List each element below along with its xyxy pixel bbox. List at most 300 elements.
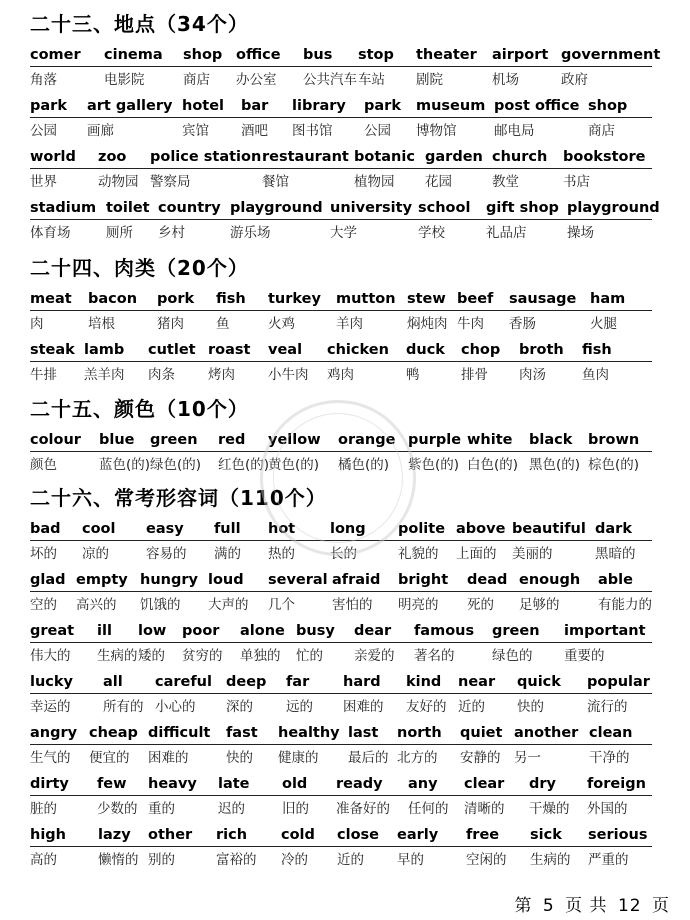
chinese-meaning: 红色(的) [218, 457, 270, 473]
english-word: zoo [98, 149, 127, 165]
chinese-meaning: 困难的 [148, 750, 189, 766]
chinese-meaning: 深的 [226, 699, 253, 715]
english-word: police station [150, 149, 262, 165]
chinese-meaning: 生病的 [97, 648, 138, 664]
english-word: sausage [509, 291, 577, 307]
chinese-meaning: 贫穷的 [182, 648, 223, 664]
english-word: enough [519, 572, 581, 588]
english-word: black [529, 432, 573, 448]
english-word: broth [519, 342, 564, 358]
chinese-meaning: 酒吧 [241, 123, 268, 139]
chinese-meaning: 所有的 [103, 699, 144, 715]
chinese-meaning: 重要的 [564, 648, 605, 664]
chinese-meaning: 外国的 [587, 801, 628, 817]
chinese-meaning: 冷的 [281, 852, 308, 868]
chinese-meaning: 少数的 [97, 801, 138, 817]
chinese-meaning: 排骨 [461, 367, 488, 383]
english-word: above [456, 521, 506, 537]
chinese-meaning: 游乐场 [230, 225, 271, 241]
english-word-row [0, 95, 690, 117]
chinese-meaning: 绿色(的) [150, 457, 202, 473]
english-word: poor [182, 623, 220, 639]
english-word: healthy [278, 725, 340, 741]
chinese-meaning: 困难的 [343, 699, 384, 715]
english-word: bright [398, 572, 449, 588]
english-word: lucky [30, 674, 73, 690]
chinese-meaning: 近的 [337, 852, 364, 868]
chinese-meaning: 生气的 [30, 750, 71, 766]
chinese-meaning: 安静的 [460, 750, 501, 766]
chinese-meaning: 公园 [30, 123, 57, 139]
chinese-meaning: 容易的 [146, 546, 187, 562]
english-word: kind [406, 674, 442, 690]
english-word: colour [30, 432, 81, 448]
english-word: steak [30, 342, 75, 358]
english-word: few [97, 776, 127, 792]
chinese-meaning: 绿色的 [492, 648, 533, 664]
english-word: airport [492, 47, 549, 63]
footer-total-pages: 12 [617, 896, 642, 916]
chinese-meaning: 公共汽车 [303, 72, 357, 88]
english-word: clean [589, 725, 633, 741]
chinese-meaning: 健康的 [278, 750, 319, 766]
chinese-meaning: 几个 [268, 597, 295, 613]
english-word: duck [406, 342, 445, 358]
chinese-meaning: 近的 [458, 699, 485, 715]
english-word: shop [588, 98, 628, 114]
english-word-row [0, 197, 690, 219]
chinese-meaning: 动物园 [98, 174, 139, 190]
chinese-meaning: 博物馆 [416, 123, 457, 139]
english-word: cold [281, 827, 315, 843]
english-word: loud [208, 572, 244, 588]
chinese-meaning: 鸡肉 [327, 367, 354, 383]
chinese-meaning: 上面的 [456, 546, 497, 562]
english-word: afraid [332, 572, 381, 588]
chinese-meaning: 警察局 [150, 174, 191, 190]
english-word: stadium [30, 200, 97, 216]
chinese-meaning: 足够的 [519, 597, 560, 613]
english-word: high [30, 827, 66, 843]
section-heading: 二十三、地点（34个） [30, 12, 249, 36]
english-word: bad [30, 521, 61, 537]
chinese-meaning: 鸭 [406, 367, 420, 383]
chinese-meaning: 鱼肉 [582, 367, 609, 383]
english-word: careful [155, 674, 212, 690]
english-word: white [467, 432, 513, 448]
chinese-meaning: 大学 [330, 225, 357, 241]
chinese-meaning: 烤肉 [208, 367, 235, 383]
english-word: full [214, 521, 241, 537]
english-word: red [218, 432, 246, 448]
chinese-meaning: 肉 [30, 316, 44, 332]
chinese-meaning: 礼貌的 [398, 546, 439, 562]
chinese-meaning: 焖炖肉 [407, 316, 448, 332]
english-word: free [466, 827, 500, 843]
english-word: quick [517, 674, 561, 690]
chinese-meaning: 橘色(的) [338, 457, 390, 473]
chinese-meaning-row [0, 696, 690, 718]
english-word: alone [240, 623, 285, 639]
page-footer [513, 891, 673, 916]
chinese-meaning: 体育场 [30, 225, 71, 241]
english-word: ill [97, 623, 112, 639]
chinese-meaning: 长的 [330, 546, 357, 562]
chinese-meaning-row [0, 645, 690, 667]
chinese-meaning: 猪肉 [157, 316, 184, 332]
chinese-meaning: 肉条 [148, 367, 175, 383]
english-word: fish [216, 291, 246, 307]
english-word: chop [461, 342, 501, 358]
chinese-meaning: 流行的 [587, 699, 628, 715]
chinese-meaning: 准备好的 [336, 801, 390, 817]
chinese-meaning-row [0, 171, 690, 193]
chinese-meaning: 鱼 [216, 316, 230, 332]
english-word: fast [226, 725, 258, 741]
english-word: green [492, 623, 540, 639]
chinese-meaning: 明亮的 [398, 597, 439, 613]
chinese-meaning: 另一 [514, 750, 541, 766]
english-word: post office [494, 98, 580, 114]
english-word: able [598, 572, 633, 588]
chinese-meaning: 热的 [268, 546, 295, 562]
chinese-meaning: 厕所 [106, 225, 133, 241]
english-word: any [408, 776, 438, 792]
english-word: dear [354, 623, 392, 639]
chinese-meaning: 政府 [561, 72, 588, 88]
chinese-meaning: 空的 [30, 597, 57, 613]
footer-suffix: 页 [652, 896, 670, 916]
chinese-meaning: 香肠 [509, 316, 536, 332]
chinese-meaning: 羔羊肉 [84, 367, 125, 383]
chinese-meaning: 干净的 [589, 750, 630, 766]
chinese-meaning: 肉汤 [519, 367, 546, 383]
chinese-meaning-row [0, 313, 690, 335]
chinese-meaning: 商店 [183, 72, 210, 88]
chinese-meaning: 美丽的 [512, 546, 553, 562]
chinese-meaning: 电影院 [104, 72, 145, 88]
english-word: orange [338, 432, 396, 448]
chinese-meaning: 快的 [517, 699, 544, 715]
chinese-meaning: 空闲的 [466, 852, 507, 868]
chinese-meaning: 忙的 [296, 648, 323, 664]
chinese-meaning: 培根 [88, 316, 115, 332]
english-word: low [138, 623, 167, 639]
chinese-meaning: 蓝色(的) [99, 457, 151, 473]
english-word: playground [567, 200, 660, 216]
chinese-meaning: 小牛肉 [268, 367, 309, 383]
chinese-meaning: 书店 [563, 174, 590, 190]
english-word: turkey [268, 291, 321, 307]
chinese-meaning: 大声的 [208, 597, 249, 613]
chinese-meaning: 生病的 [530, 852, 571, 868]
english-word: comer [30, 47, 81, 63]
english-word: serious [588, 827, 648, 843]
english-word: cinema [104, 47, 163, 63]
chinese-meaning: 紫色(的) [408, 457, 460, 473]
english-word: ready [336, 776, 383, 792]
chinese-meaning: 牛排 [30, 367, 57, 383]
chinese-meaning: 机场 [492, 72, 519, 88]
english-word: theater [416, 47, 477, 63]
english-word: stew [407, 291, 446, 307]
english-word: chicken [327, 342, 389, 358]
english-word: world [30, 149, 76, 165]
english-word: cutlet [148, 342, 196, 358]
chinese-meaning: 学校 [418, 225, 445, 241]
chinese-meaning: 有能力的 [598, 597, 652, 613]
chinese-meaning: 饥饿的 [140, 597, 181, 613]
english-word-row [0, 671, 690, 693]
english-word: near [458, 674, 496, 690]
english-word: far [286, 674, 310, 690]
english-word: cool [82, 521, 116, 537]
english-word: sick [530, 827, 562, 843]
english-word: veal [268, 342, 303, 358]
english-word: last [348, 725, 379, 741]
english-word: several [268, 572, 328, 588]
chinese-meaning: 满的 [214, 546, 241, 562]
english-word-row [0, 288, 690, 310]
chinese-meaning: 羊肉 [336, 316, 363, 332]
english-word: quiet [460, 725, 503, 741]
chinese-meaning-row [0, 120, 690, 142]
english-word: bar [241, 98, 269, 114]
english-word: dead [467, 572, 508, 588]
chinese-meaning: 远的 [286, 699, 313, 715]
english-word: blue [99, 432, 135, 448]
chinese-meaning: 快的 [226, 750, 253, 766]
english-word: late [218, 776, 250, 792]
english-word: botanic [354, 149, 415, 165]
chinese-meaning: 重的 [148, 801, 175, 817]
chinese-meaning: 矮的 [138, 648, 165, 664]
chinese-meaning: 火鸡 [268, 316, 295, 332]
english-word: yellow [268, 432, 321, 448]
footer-page-number: 5 [542, 896, 555, 916]
chinese-meaning: 办公室 [236, 72, 277, 88]
chinese-meaning: 友好的 [406, 699, 447, 715]
footer-middle: 页 共 [565, 896, 608, 916]
chinese-meaning: 世界 [30, 174, 57, 190]
chinese-meaning: 清晰的 [464, 801, 505, 817]
chinese-meaning: 早的 [397, 852, 424, 868]
english-word-row [0, 569, 690, 591]
english-word-row [0, 722, 690, 744]
english-word: ham [590, 291, 626, 307]
english-word: old [282, 776, 308, 792]
english-word: university [330, 200, 413, 216]
section-heading: 二十四、肉类（20个） [30, 256, 249, 280]
english-word: museum [416, 98, 486, 114]
english-word-row [0, 620, 690, 642]
chinese-meaning: 任何的 [408, 801, 449, 817]
english-word-row [0, 773, 690, 795]
chinese-meaning: 严重的 [588, 852, 629, 868]
english-word: brown [588, 432, 640, 448]
english-word: hot [268, 521, 296, 537]
english-word: lazy [98, 827, 131, 843]
chinese-meaning: 坏的 [30, 546, 57, 562]
section-heading: 二十五、颜色（10个） [30, 397, 249, 421]
english-word-row [0, 339, 690, 361]
chinese-meaning-row [0, 798, 690, 820]
footer-prefix: 第 [514, 896, 533, 916]
english-word: dirty [30, 776, 69, 792]
chinese-meaning: 凉的 [82, 546, 109, 562]
chinese-meaning: 棕色(的) [588, 457, 640, 473]
english-word: angry [30, 725, 78, 741]
english-word: rich [216, 827, 248, 843]
chinese-meaning-row [0, 364, 690, 386]
english-word: empty [76, 572, 128, 588]
english-word: foreign [587, 776, 646, 792]
chinese-meaning-row [0, 594, 690, 616]
chinese-meaning: 餐馆 [262, 174, 289, 190]
chinese-meaning: 害怕的 [332, 597, 373, 613]
english-word: dry [529, 776, 556, 792]
english-word: difficult [148, 725, 211, 741]
english-word: purple [408, 432, 462, 448]
english-word: hotel [182, 98, 225, 114]
english-word: stop [358, 47, 394, 63]
chinese-meaning: 高兴的 [76, 597, 117, 613]
english-word-row [0, 44, 690, 66]
chinese-meaning-row [0, 747, 690, 769]
english-word: restaurant [262, 149, 349, 165]
english-word: glad [30, 572, 66, 588]
chinese-meaning-row [0, 222, 690, 244]
english-word: cheap [89, 725, 138, 741]
english-word: toilet [106, 200, 150, 216]
chinese-meaning: 黑暗的 [595, 546, 636, 562]
english-word: beef [457, 291, 494, 307]
chinese-meaning: 颜色 [30, 457, 57, 473]
chinese-meaning: 黑色(的) [529, 457, 581, 473]
english-word: meat [30, 291, 72, 307]
chinese-meaning: 礼品店 [486, 225, 527, 241]
english-word: shop [183, 47, 223, 63]
english-word: polite [398, 521, 446, 537]
chinese-meaning: 商店 [588, 123, 615, 139]
english-word: bookstore [563, 149, 646, 165]
english-word: fish [582, 342, 612, 358]
english-word: easy [146, 521, 184, 537]
english-word: art gallery [87, 98, 173, 114]
english-word: important [564, 623, 646, 639]
english-word: famous [414, 623, 475, 639]
english-word: another [514, 725, 579, 741]
english-word-row [0, 824, 690, 846]
chinese-meaning: 公园 [364, 123, 391, 139]
chinese-meaning: 亲爱的 [354, 648, 395, 664]
english-word: gift shop [486, 200, 559, 216]
english-word: great [30, 623, 75, 639]
chinese-meaning: 小心的 [155, 699, 196, 715]
english-word: playground [230, 200, 323, 216]
chinese-meaning-row [0, 69, 690, 91]
english-word: all [103, 674, 123, 690]
english-word: library [292, 98, 346, 114]
chinese-meaning: 别的 [148, 852, 175, 868]
english-word: north [397, 725, 442, 741]
chinese-meaning: 花园 [425, 174, 452, 190]
english-word: close [337, 827, 379, 843]
chinese-meaning: 脏的 [30, 801, 57, 817]
chinese-meaning-row [0, 849, 690, 871]
chinese-meaning: 教堂 [492, 174, 519, 190]
chinese-meaning: 画廊 [87, 123, 114, 139]
chinese-meaning: 宾馆 [182, 123, 209, 139]
chinese-meaning: 富裕的 [216, 852, 257, 868]
chinese-meaning: 北方的 [397, 750, 438, 766]
chinese-meaning: 图书馆 [292, 123, 333, 139]
chinese-meaning: 车站 [358, 72, 385, 88]
english-word: lamb [84, 342, 125, 358]
chinese-meaning: 最后的 [348, 750, 389, 766]
english-word-row [0, 146, 690, 168]
english-word: government [561, 47, 661, 63]
chinese-meaning: 植物园 [354, 174, 395, 190]
chinese-meaning: 单独的 [240, 648, 281, 664]
english-word: early [397, 827, 439, 843]
chinese-meaning: 干燥的 [529, 801, 570, 817]
chinese-meaning: 操场 [567, 225, 594, 241]
english-word: other [148, 827, 193, 843]
english-word: roast [208, 342, 251, 358]
english-word: school [418, 200, 471, 216]
chinese-meaning: 高的 [30, 852, 57, 868]
chinese-meaning: 旧的 [282, 801, 309, 817]
chinese-meaning: 黄色(的) [268, 457, 320, 473]
chinese-meaning: 懒惰的 [98, 852, 139, 868]
english-word: park [30, 98, 67, 114]
english-word: mutton [336, 291, 396, 307]
english-word: busy [296, 623, 335, 639]
english-word: country [158, 200, 221, 216]
english-word: dark [595, 521, 632, 537]
english-word: long [330, 521, 366, 537]
english-word: hungry [140, 572, 198, 588]
chinese-meaning: 伟大的 [30, 648, 71, 664]
chinese-meaning: 便宜的 [89, 750, 130, 766]
english-word: church [492, 149, 548, 165]
chinese-meaning: 幸运的 [30, 699, 71, 715]
english-word: park [364, 98, 401, 114]
chinese-meaning: 乡村 [158, 225, 185, 241]
english-word: garden [425, 149, 483, 165]
english-word: deep [226, 674, 267, 690]
chinese-meaning: 迟的 [218, 801, 245, 817]
chinese-meaning: 角落 [30, 72, 57, 88]
english-word: office [236, 47, 281, 63]
english-word: pork [157, 291, 195, 307]
english-word: clear [464, 776, 505, 792]
english-word: hard [343, 674, 381, 690]
chinese-meaning: 牛肉 [457, 316, 484, 332]
chinese-meaning: 邮电局 [494, 123, 535, 139]
chinese-meaning: 白色(的) [467, 457, 519, 473]
chinese-meaning: 著名的 [414, 648, 455, 664]
section-heading: 二十六、常考形容词（110个） [30, 486, 327, 510]
chinese-meaning: 剧院 [416, 72, 443, 88]
english-word: popular [587, 674, 650, 690]
english-word: heavy [148, 776, 197, 792]
chinese-meaning: 死的 [467, 597, 494, 613]
english-word: green [150, 432, 198, 448]
english-word: bacon [88, 291, 138, 307]
english-word: bus [303, 47, 333, 63]
